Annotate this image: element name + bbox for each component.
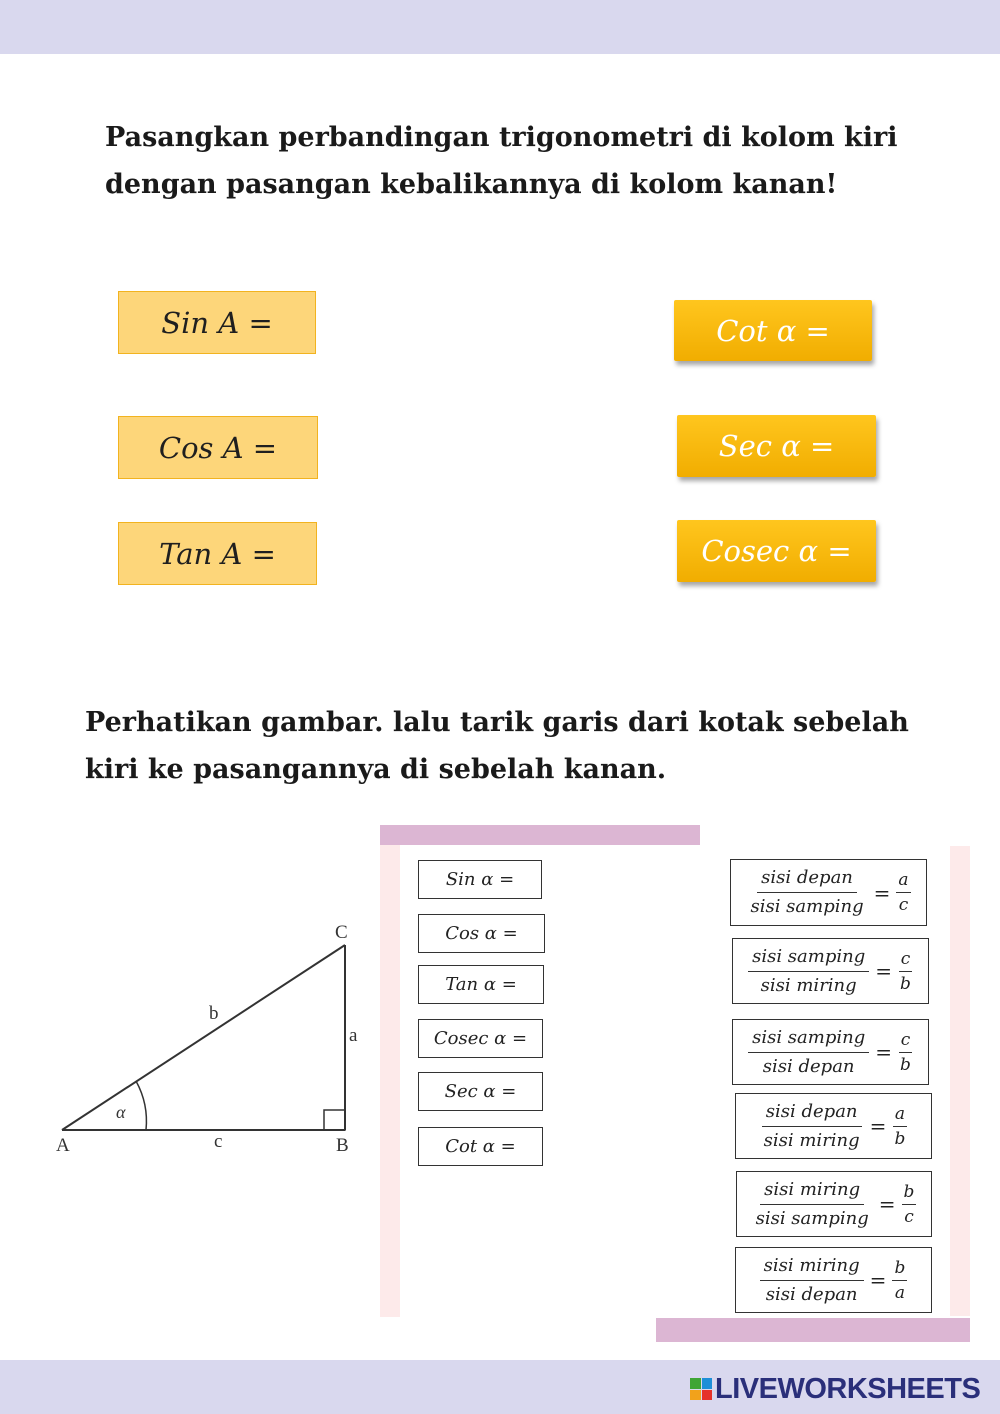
match-left-sin[interactable]: Sin A = <box>118 291 316 354</box>
instruction-line: kiri ke pasangannya di sebelah kanan. <box>85 754 667 785</box>
vertex-c-label: C <box>335 922 348 943</box>
word-fraction <box>748 945 869 998</box>
side-a-label: a <box>349 1025 358 1046</box>
fraction-denominator: b <box>900 973 911 994</box>
letter-fraction <box>898 1028 913 1077</box>
word-fraction <box>760 1254 864 1307</box>
liveworksheets-logo-icon <box>690 1378 712 1400</box>
fraction-denominator: sisi samping <box>755 1207 869 1229</box>
angle-arc <box>136 1081 146 1130</box>
fraction-denominator: b <box>900 1054 911 1075</box>
decorative-bar-bottom <box>656 1318 970 1342</box>
fraction-numerator: a <box>893 1102 907 1127</box>
word-fraction <box>760 1100 864 1153</box>
fraction-numerator: a <box>896 868 910 893</box>
fraction-numerator: sisi miring <box>760 1178 864 1205</box>
matching-instruction <box>105 114 897 208</box>
figure-instruction <box>85 699 909 793</box>
decorative-bar-left <box>380 845 400 1317</box>
word-fraction <box>752 1178 873 1231</box>
line-left-cot[interactable]: Cot α = <box>418 1127 543 1166</box>
angle-alpha-label: α <box>116 1102 126 1122</box>
fraction-numerator: sisi samping <box>748 1026 869 1053</box>
match-right-cosec[interactable]: Cosec α = <box>677 520 876 582</box>
fraction-denominator: sisi depan <box>762 1055 855 1077</box>
fraction-denominator: c <box>904 1206 914 1227</box>
fraction-numerator: b <box>902 1180 917 1205</box>
equals-sign: = <box>873 880 891 905</box>
equals-sign: = <box>869 1268 887 1292</box>
vertex-b-label: B <box>336 1135 349 1156</box>
letter-fraction <box>902 1180 917 1229</box>
instruction-line: dengan pasangan kebalikannya di kolom kanan! <box>105 169 838 200</box>
letter-fraction <box>892 1256 907 1305</box>
instruction-line: Perhatikan gambar. lalu tarik garis dari kotak sebelah <box>85 707 909 738</box>
right-triangle-diagram <box>40 905 370 1165</box>
decorative-bar-top <box>380 825 700 845</box>
fraction-box[interactable] <box>730 859 927 926</box>
fraction-numerator: sisi samping <box>748 945 869 972</box>
logo-text: LIVEWORKSHEETS <box>715 1372 981 1405</box>
match-right-sec[interactable]: Sec α = <box>677 415 876 477</box>
fraction-box[interactable] <box>735 1247 932 1313</box>
word-fraction <box>746 866 867 919</box>
fraction-numerator: c <box>899 947 913 972</box>
letter-fraction <box>896 868 910 917</box>
fraction-numerator: sisi depan <box>762 1100 862 1127</box>
match-right-cot[interactable]: Cot α = <box>674 300 872 361</box>
match-left-tan[interactable]: Tan A = <box>118 522 317 585</box>
equals-sign: = <box>869 1114 887 1138</box>
fraction-denominator: sisi miring <box>763 1129 860 1151</box>
fraction-denominator: sisi depan <box>765 1283 858 1305</box>
line-left-sec[interactable]: Sec α = <box>418 1072 543 1111</box>
fraction-denominator: sisi miring <box>760 974 857 996</box>
fraction-box[interactable] <box>732 938 929 1004</box>
line-left-cosec[interactable]: Cosec α = <box>418 1019 543 1058</box>
fraction-denominator: c <box>898 895 909 915</box>
equals-sign: = <box>878 1192 896 1216</box>
fraction-numerator: sisi miring <box>760 1254 864 1281</box>
side-c-label: c <box>214 1131 223 1152</box>
line-left-cos[interactable]: Cos α = <box>418 914 545 953</box>
match-left-cos[interactable]: Cos A = <box>118 416 318 479</box>
side-b-label: b <box>209 1003 219 1024</box>
vertex-a-label: A <box>56 1135 70 1156</box>
fraction-denominator: b <box>894 1128 906 1149</box>
fraction-numerator: b <box>892 1256 907 1281</box>
decorative-bar-right <box>950 846 970 1316</box>
liveworksheets-logo[interactable] <box>690 1372 980 1406</box>
equals-sign: = <box>875 1040 893 1064</box>
instruction-line: Pasangkan perbandingan trigonometri di kolom kiri <box>105 122 898 153</box>
word-fraction <box>748 1026 869 1079</box>
letter-fraction <box>892 1102 907 1151</box>
fraction-box[interactable] <box>735 1093 932 1159</box>
fraction-box[interactable] <box>732 1019 929 1085</box>
side-b-line <box>62 945 345 1130</box>
letter-fraction <box>898 947 913 996</box>
fraction-numerator: c <box>899 1028 913 1053</box>
fraction-numerator: sisi depan <box>757 866 857 893</box>
top-band <box>0 0 1000 54</box>
line-left-sin[interactable]: Sin α = <box>418 860 542 899</box>
line-left-tan[interactable]: Tan α = <box>418 965 544 1004</box>
fraction-denominator: a <box>894 1282 905 1303</box>
right-angle-marker <box>324 1110 345 1130</box>
fraction-box[interactable] <box>736 1171 932 1237</box>
fraction-denominator: sisi samping <box>750 896 864 917</box>
equals-sign: = <box>875 959 893 983</box>
